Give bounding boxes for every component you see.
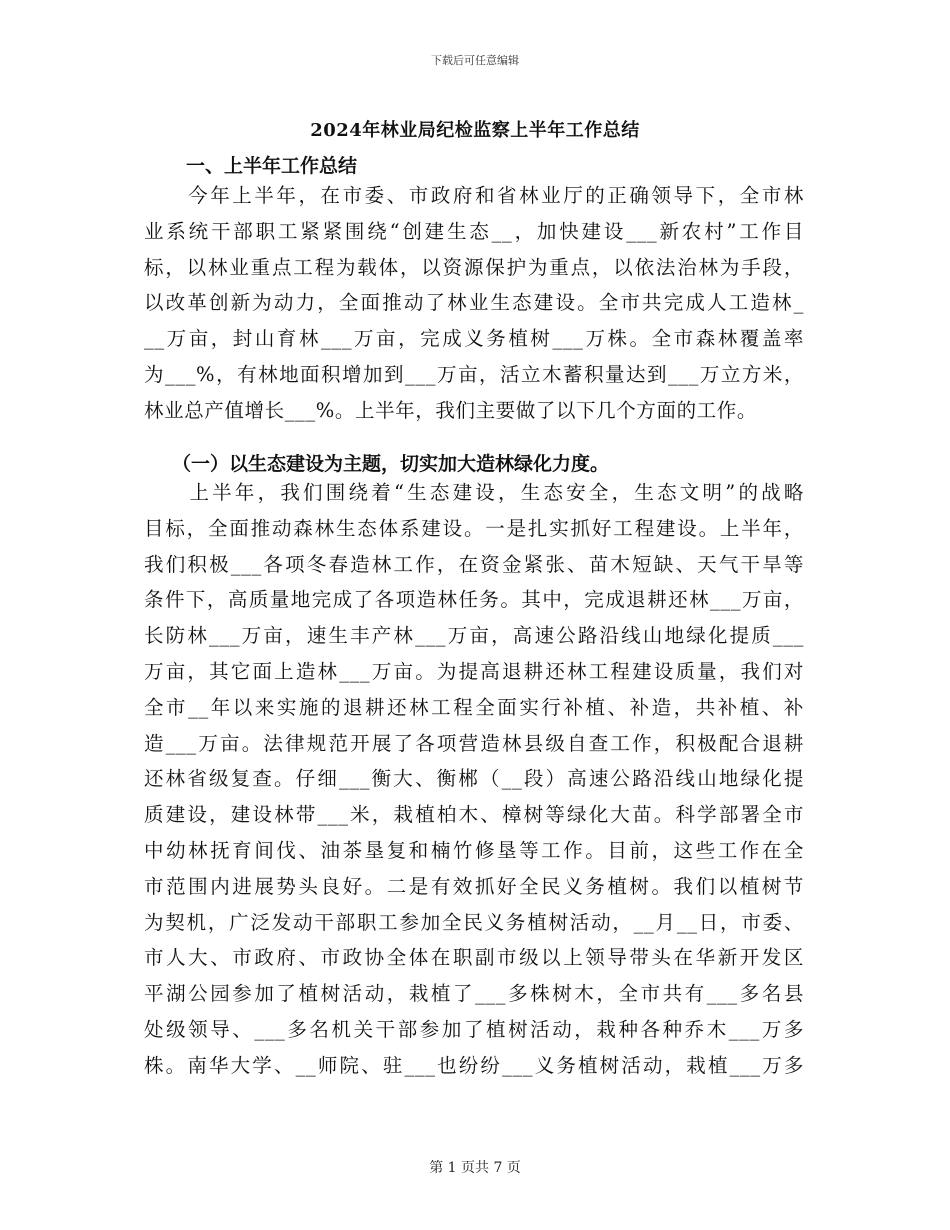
paragraph-line: 今年上半年，在市委、市政府和省林业厅的正确领导下，全市林: [144, 184, 804, 207]
paragraph-line: __万亩，封山育林___万亩，完成义务植树___万株。全市森林覆盖率: [144, 327, 804, 351]
page-number: 第 1 页共 7 页: [429, 1160, 521, 1176]
paragraph-line: 为___%，有林地面积增加到___万亩，活立木蓄积量达到___万立方米，: [144, 362, 804, 386]
paragraph-line: 长防林___万亩，速生丰产林___万亩，高速公路沿线山地绿化提质___: [144, 624, 804, 648]
paragraph-line: 目标，全面推动森林生态体系建设。一是扎实抓好工程建设。上半年，: [144, 516, 804, 540]
paragraph-line: 以改革创新为动力，全面推动了林业生态建设。全市共完成人工造林_: [144, 291, 804, 315]
paragraph-line: 业系统干部职工紧紧围绕“创建生态__，加快建设___新农村”工作目: [144, 219, 804, 243]
paragraph-line: 市人大、市政府、市政协全体在职副市级以上领导带头在华新开发区: [144, 946, 804, 970]
document-title: 2024年林业局纪检监察上半年工作总结: [310, 120, 640, 141]
paragraph-1: [144, 178, 804, 429]
paragraph-line: 株。南华大学、__师院、驻___也纷纷___义务植树活动，栽植___万多: [144, 1053, 804, 1077]
paragraph-line: 造___万亩。法律规范开展了各项营造林县级自查工作，积极配合退耕: [144, 731, 804, 755]
paragraph-line: 平湖公园参加了植树活动，栽植了___多株树木，全市共有___多名县: [144, 982, 804, 1006]
paragraph-line: 林业总产值增长___%。上半年，我们主要做了以下几个方面的工作。: [144, 398, 757, 422]
paragraph-line: 全市__年以来实施的退耕还林工程全面实行补植、补造，共补植、补: [144, 695, 804, 719]
paragraph-line: 市范围内进展势头良好。二是有效抓好全民义务植树。我们以植树节: [144, 874, 804, 898]
paragraph-line: 质建设，建设林带___米，栽植柏木、樟树等绿化大苗。科学部署全市: [144, 803, 804, 827]
subsection-heading: （一）以生态建设为主题，切实加大造林绿化力度。: [172, 453, 610, 475]
header-note: 下载后可任意编辑: [431, 54, 519, 67]
paragraph-line: 标，以林业重点工程为载体，以资源保护为重点，以依法治林为手段，: [144, 255, 804, 279]
paragraph-line: 处级领导、___多名机关干部参加了植树活动，栽种各种乔木___万多: [144, 1017, 804, 1041]
section-heading: 一、上半年工作总结: [186, 155, 358, 177]
paragraph-2: [144, 475, 804, 1084]
paragraph-line: 中幼林抚育间伐、油茶垦复和楠竹修垦等工作。目前，这些工作在全: [144, 838, 804, 862]
paragraph-line: 万亩，其它面上造林___万亩。为提高退耕还林工程建设质量，我们对: [144, 659, 804, 683]
paragraph-line: 还林省级复查。仔细___衡大、衡郴（__段）高速公路沿线山地绿化提: [144, 767, 804, 791]
paragraph-line: 为契机，广泛发动干部职工参加全民义务植树活动，__月__日，市委、: [144, 910, 804, 934]
paragraph-line: 上半年，我们围绕着“生态建设，生态安全，生态文明”的战略: [144, 481, 804, 504]
paragraph-line: 条件下，高质量地完成了各项造林任务。其中，完成退耕还林___万亩，: [144, 588, 804, 612]
paragraph-line: 我们积极___各项冬春造林工作，在资金紧张、苗木短缺、天气干旱等: [144, 552, 804, 576]
